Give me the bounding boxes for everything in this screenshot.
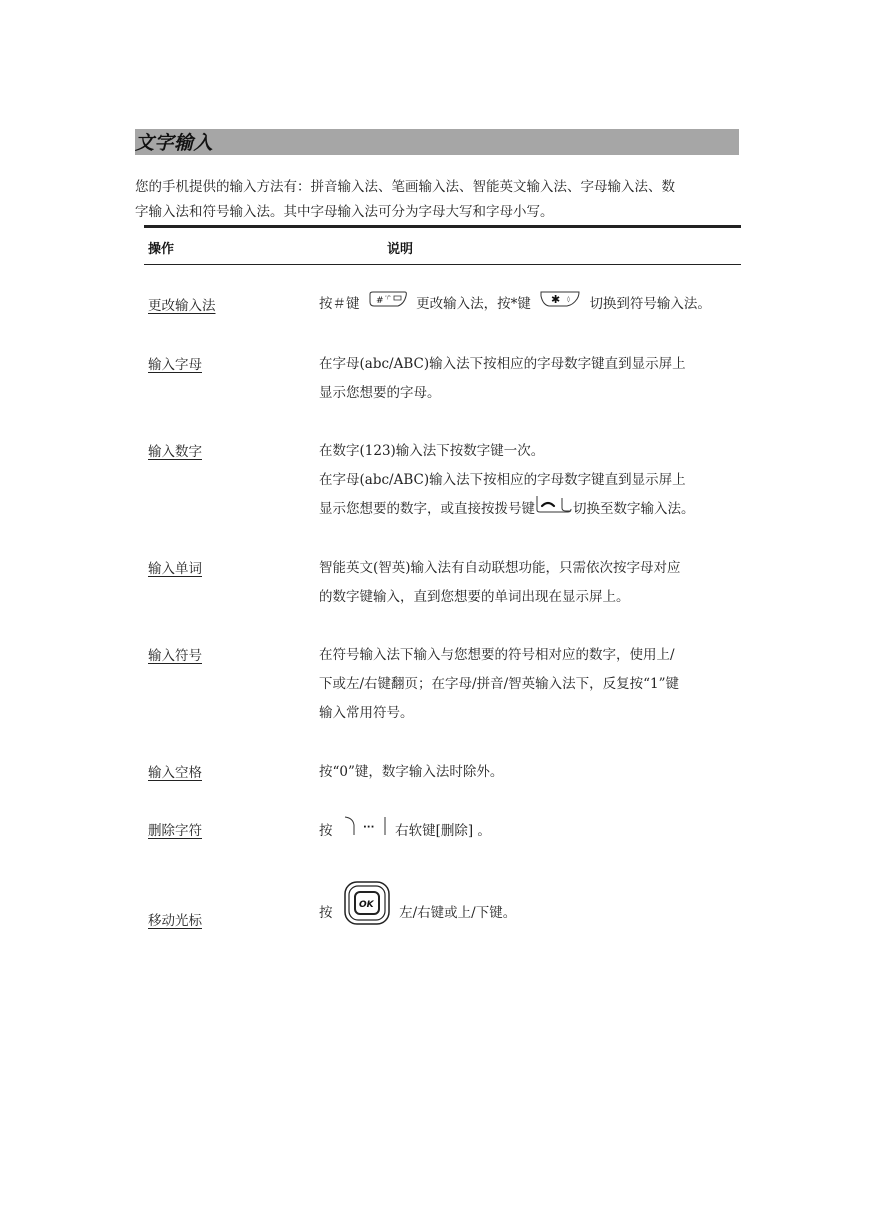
ok-navigation-key-icon [343, 880, 391, 947]
desc-input-letters [319, 350, 739, 408]
desc-text: 按 [319, 905, 333, 921]
desc-line: 显示您想要的字母。 [319, 385, 441, 401]
desc-input-symbols [319, 641, 739, 728]
svg-text:#: # [375, 296, 384, 306]
svg-text:···: ··· [362, 822, 375, 833]
desc-line: 输入常用符号。 [319, 705, 414, 721]
svg-text:ᶜ/ᴬ: ᶜ/ᴬ [384, 295, 391, 301]
op-input-letters: 输入字母 [148, 357, 202, 373]
op-move-cursor: 移动光标 [148, 913, 202, 929]
table-header-rule [144, 264, 741, 265]
desc-text: 切换到符号输入法。 [589, 296, 711, 312]
desc-line [319, 495, 739, 524]
desc-text: 按＃键 [319, 296, 360, 312]
section-header-bar [135, 129, 739, 155]
desc-line [319, 290, 739, 319]
desc-text: 左/右键或上/下键。 [399, 905, 517, 921]
desc-line: 按“0”键，数字输入法时除外。 [319, 764, 504, 780]
desc-change-input-method [319, 290, 739, 319]
desc-line: 下或左/右键翻页；在字母/拼音/智英输入法下，反复按“1”键 [319, 676, 680, 692]
desc-text: 显示您想要的数字，或直接按拨号键 [319, 501, 535, 517]
desc-text: 按 [319, 823, 333, 839]
desc-delete-character [319, 816, 739, 847]
op-delete-character: 删除字符 [148, 823, 202, 839]
intro-line-1: 您的手机提供的输入方法有：拼音输入法、笔画输入法、智能英文输入法、字母输入法、数 [135, 179, 675, 195]
desc-line: 在符号输入法下输入与您想要的符号相对应的数字，使用上/ [319, 647, 675, 663]
desc-input-numbers [319, 437, 739, 524]
desc-line [319, 816, 739, 847]
intro-line-2: 字输入法和符号输入法。其中字母输入法可分为字母大写和字母小写。 [135, 204, 554, 220]
header-operation: 操作 [148, 242, 175, 257]
intro-paragraph [135, 175, 745, 225]
svg-text:✱: ✱ [551, 293, 561, 306]
star-key-icon [539, 290, 581, 319]
hash-key-icon [368, 290, 408, 319]
right-soft-key-icon [343, 816, 387, 847]
desc-text: 切换至数字输入法。 [573, 501, 695, 517]
dial-key-icon [536, 495, 572, 524]
desc-move-cursor [319, 880, 739, 947]
op-input-symbols: 输入符号 [148, 648, 202, 664]
desc-text: 右软键[删除] 。 [395, 823, 491, 839]
desc-line: 智能英文(智英)输入法有自动联想功能，只需依次按字母对应 [319, 560, 681, 576]
op-input-words: 输入单词 [148, 561, 202, 577]
op-change-input-method: 更改输入法 [148, 298, 216, 314]
desc-text: 更改输入法，按*键 [416, 296, 531, 312]
desc-input-words [319, 554, 739, 612]
desc-input-space [319, 758, 739, 787]
svg-text:OK: OK [358, 900, 374, 910]
desc-line: 在字母(abc/ABC)输入法下按相应的字母数字键直到显示屏上 [319, 356, 686, 372]
desc-line: 在字母(abc/ABC)输入法下按相应的字母数字键直到显示屏上 [319, 472, 686, 488]
table-top-rule [144, 225, 741, 228]
desc-line: 的数字键输入，直到您想要的单词出现在显示屏上。 [319, 589, 630, 605]
header-description: 说明 [387, 242, 414, 257]
op-input-space: 输入空格 [148, 765, 202, 781]
section-title: 文字输入 [135, 132, 214, 154]
desc-line: 在数字(123)输入法下按数字键一次。 [319, 443, 545, 459]
op-input-numbers: 输入数字 [148, 444, 202, 460]
desc-line [319, 880, 739, 947]
svg-text:◊: ◊ [567, 296, 571, 303]
